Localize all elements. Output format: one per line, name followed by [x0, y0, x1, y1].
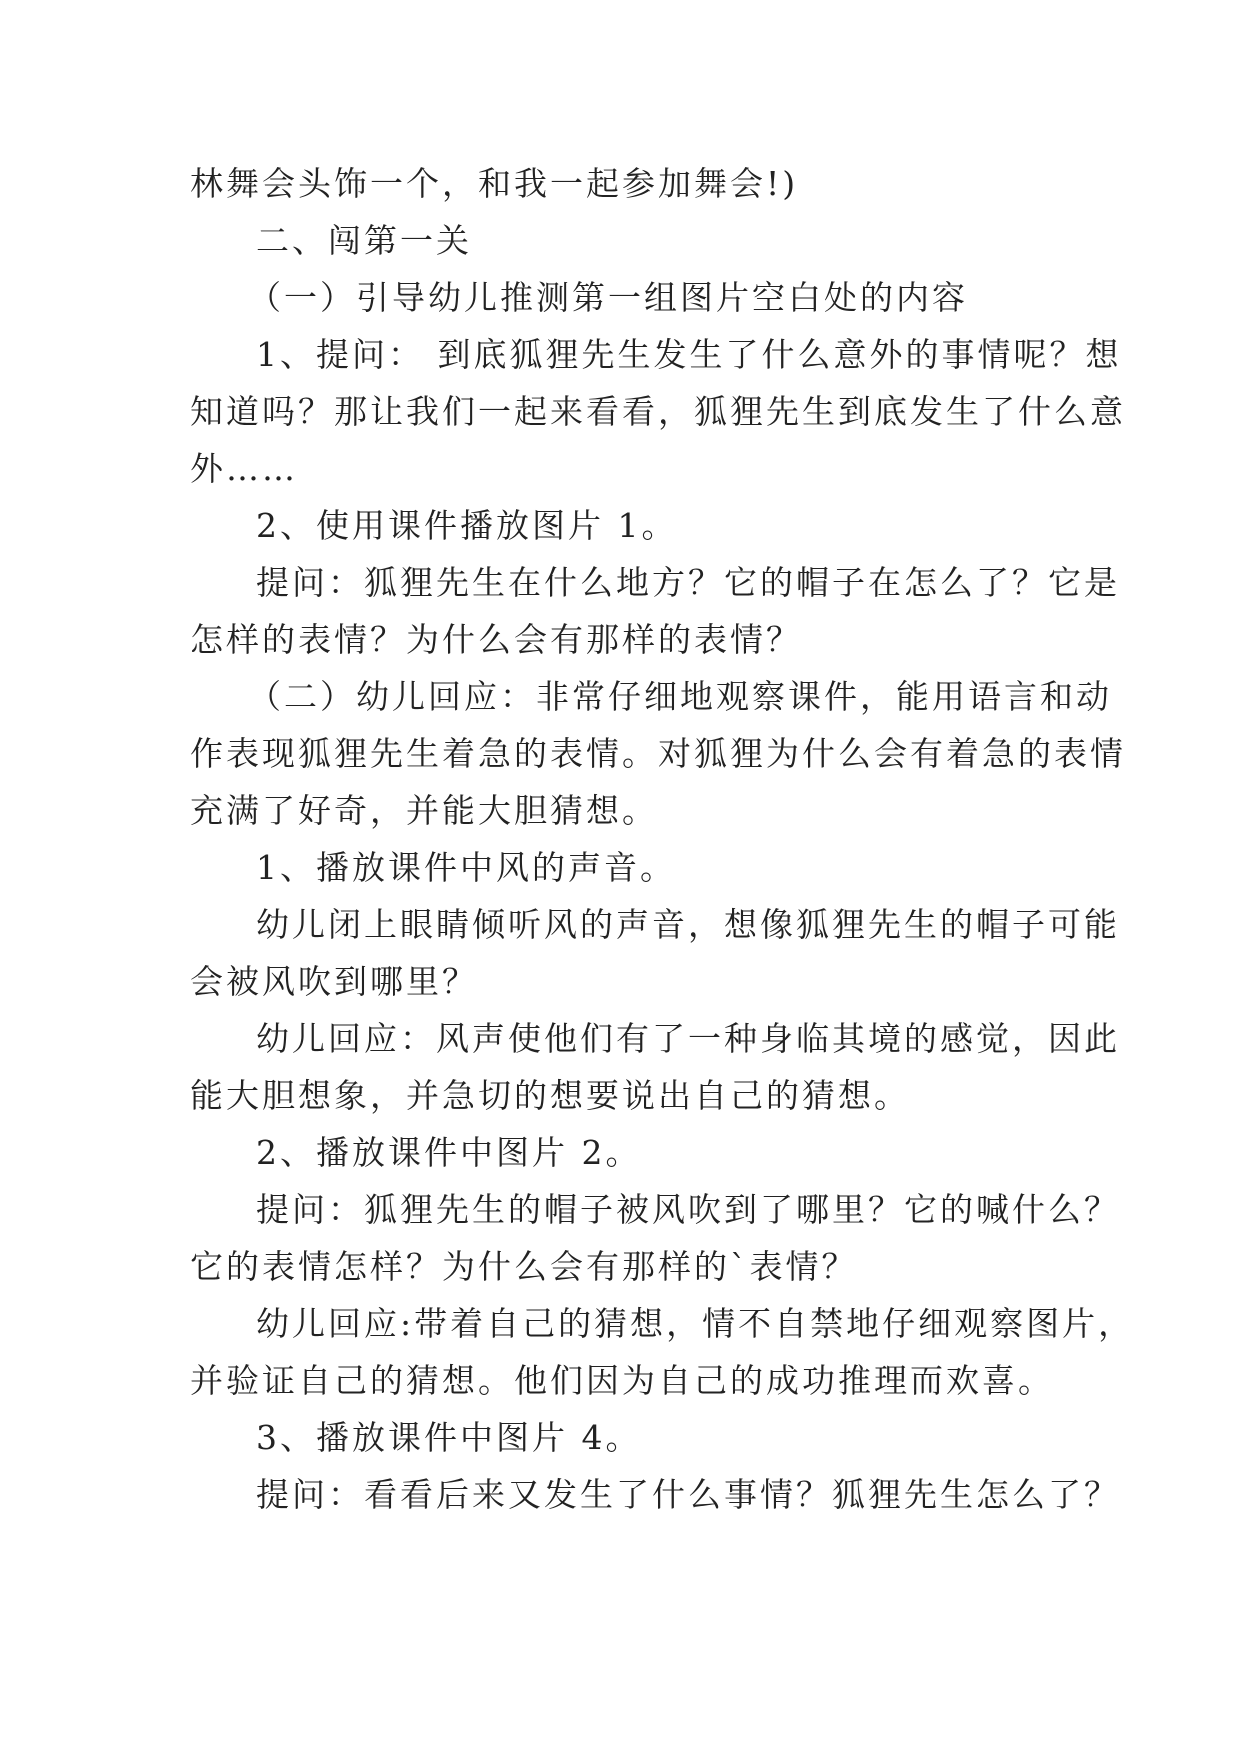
subsection-heading: （一）引导幼儿推测第一组图片空白处的内容: [248, 278, 968, 317]
text-line: 3、播放课件中图片 4。: [256, 1418, 642, 1457]
text-line: 幼儿回应:带着自己的猜想，情不自禁地仔细观察图片，: [256, 1304, 1135, 1343]
text-line: 提问：狐狸先生在什么地方？它的帽子在怎么了？它是: [256, 563, 1120, 602]
text-line: 2、播放课件中图片 2。: [256, 1133, 642, 1172]
text-line: 充满了好奇，并能大胆猜想。: [190, 791, 658, 830]
text-line: 会被风吹到哪里？: [190, 962, 478, 1001]
text-line: 它的表情怎样？为什么会有那样的`表情？: [190, 1247, 858, 1286]
text-line: 1、播放课件中风的声音。: [256, 848, 676, 887]
text-line: 能大胆想象，并急切的想要说出自己的猜想。: [190, 1076, 910, 1115]
text-line: 作表现狐狸先生着急的表情。对狐狸为什么会有着急的表情: [190, 734, 1126, 773]
text-line: 提问：狐狸先生的帽子被风吹到了哪里？它的喊什么？: [256, 1190, 1120, 1229]
text-line: 幼儿闭上眼睛倾听风的声音，想像狐狸先生的帽子可能: [256, 905, 1120, 944]
document-body: [190, 155, 1135, 1523]
text-line: 并验证自己的猜想。他们因为自己的成功推理而欢喜。: [190, 1361, 1054, 1400]
text-line: 林舞会头饰一个，和我一起参加舞会!): [190, 164, 799, 203]
text-line: 知道吗？那让我们一起来看看，狐狸先生到底发生了什么意: [190, 392, 1126, 431]
section-heading: 二、闯第一关: [256, 221, 472, 260]
text-line: 幼儿回应：风声使他们有了一种身临其境的感觉，因此: [256, 1019, 1120, 1058]
text-line: 提问：看看后来又发生了什么事情？狐狸先生怎么了？: [256, 1475, 1120, 1514]
text-line: 怎样的表情？为什么会有那样的表情？: [190, 620, 802, 659]
text-line: 外……: [190, 449, 298, 488]
text-line: 1、提问： 到底狐狸先生发生了什么意外的事情呢？想: [256, 335, 1122, 374]
text-line: 2、使用课件播放图片 1。: [256, 506, 678, 545]
subsection-heading: （二）幼儿回应：非常仔细地观察课件，能用语言和动: [248, 677, 1112, 716]
